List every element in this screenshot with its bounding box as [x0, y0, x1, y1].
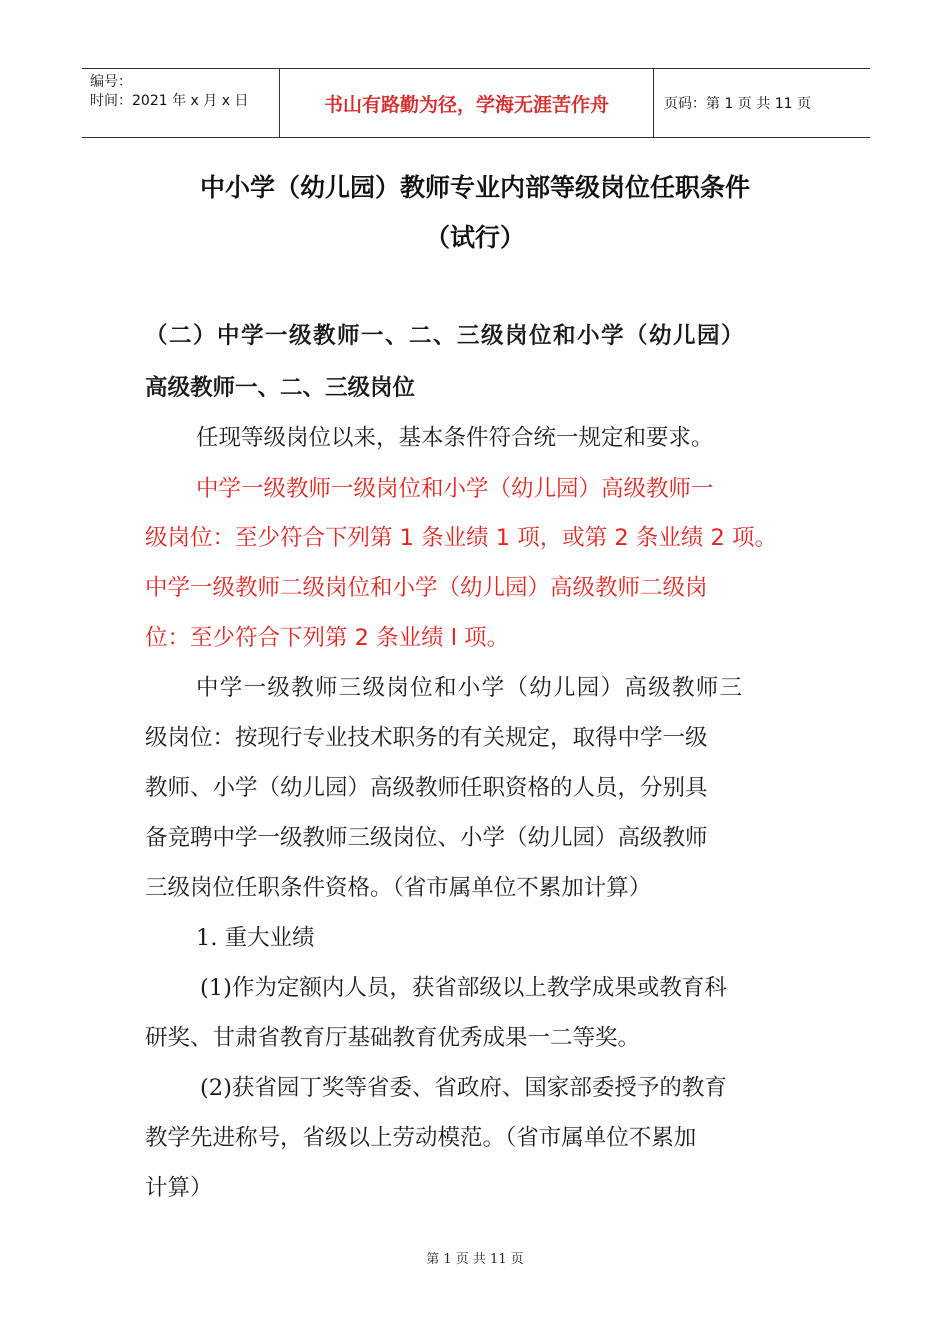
paragraph-line: 三级岗位任职条件资格。（省市属单位不累加计算）: [145, 875, 652, 901]
list-sub-item: (2)获省园丁奖等省委、省政府、国家部委授予的教育: [200, 1075, 727, 1101]
list-sub-item-cont: 研奖、甘肃省教育厅基础教育优秀成果一二等奖。: [145, 1025, 641, 1051]
paragraph-line: 中学一级教师三级岗位和小学（幼儿园）高级教师三: [196, 675, 744, 701]
paragraph-line: 教师、小学（幼儿园）高级教师任职资格的人员，分别具: [145, 775, 708, 801]
paragraph-line: 级岗位：按现行专业技术职务的有关规定，取得中学一级: [145, 725, 708, 751]
section-heading-cont: 高级教师一、二、三级岗位: [145, 375, 416, 401]
page-footer: 第 1 页 共 11 页: [426, 1252, 524, 1267]
document-title: 中小学（幼儿园）教师专业内部等级岗位任职条件: [199, 173, 750, 202]
list-item-heading: 1. 重大业绩: [196, 925, 315, 951]
section-heading: （二）中学一级教师一、二、三级岗位和小学（幼儿园）: [145, 323, 746, 349]
list-sub-item-cont: 教学先进称号，省级以上劳动模范。（省市属单位不累加: [145, 1125, 697, 1151]
header-meta-cell: [82, 69, 280, 137]
date-label: 时间：2021 年 x 月 x 日: [90, 93, 249, 109]
paragraph-basic-conditions: 任现等级岗位以来，基本条件符合统一规定和要求。: [196, 425, 714, 451]
list-sub-item: (1)作为定额内人员，获省部级以上教学成果或教育科: [200, 975, 727, 1001]
red-requirement-line: 级岗位：至少符合下列第 1 条业绩 1 项，或第 2 条业绩 2 项。: [145, 525, 777, 551]
red-requirement-line: 中学一级教师一级岗位和小学（幼儿园）高级教师一: [196, 476, 714, 502]
code-label: 编号：: [90, 74, 132, 90]
document-subtitle: （试行）: [424, 223, 525, 252]
paragraph-line: 备竞聘中学一级教师三级岗位、小学（幼儿园）高级教师: [145, 825, 708, 851]
header-table: [82, 68, 870, 138]
header-page-info: 页码：第 1 页 共 11 页: [664, 96, 811, 112]
list-sub-item-cont: 计算）: [145, 1175, 213, 1201]
red-requirement-line: 中学一级教师二级岗位和小学（幼儿园）高级教师二级岗: [145, 575, 708, 601]
red-requirement-line: 位：至少符合下列第 2 条业绩 l 项。: [145, 625, 510, 651]
header-motto: 书山有路勤为径，学海无涯苦作舟: [280, 69, 654, 137]
